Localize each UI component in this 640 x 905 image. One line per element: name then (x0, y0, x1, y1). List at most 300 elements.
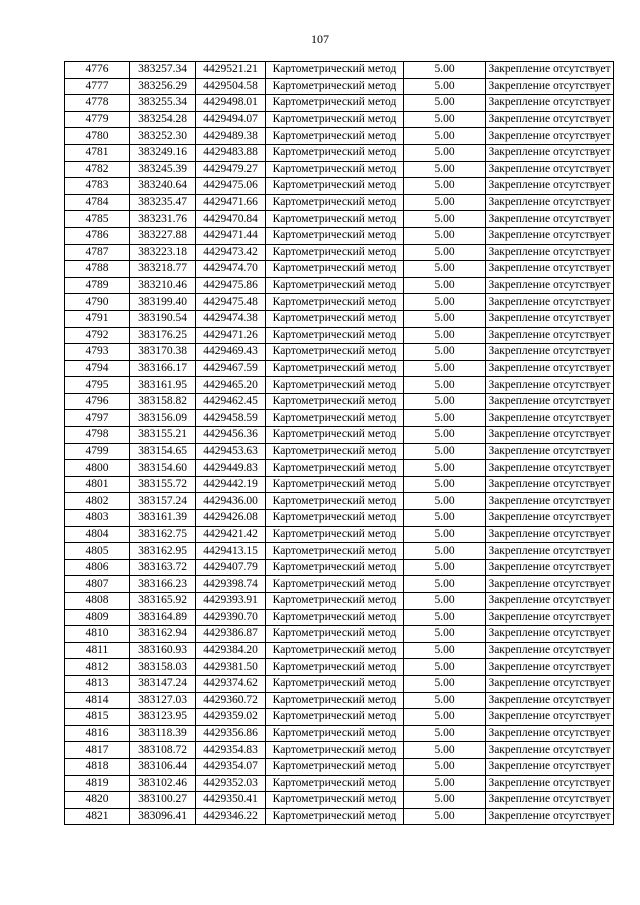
y-coordinate-cell: 4429494.07 (196, 111, 266, 128)
table-row (65, 609, 614, 626)
table-row (65, 460, 614, 477)
fixation-cell: Закрепление отсутствует (486, 526, 614, 543)
method-cell: Картометрический метод (266, 310, 404, 327)
table-row (65, 393, 614, 410)
y-coordinate-cell: 4429483.88 (196, 144, 266, 161)
method-cell: Картометрический метод (266, 277, 404, 294)
point-number-cell: 4817 (65, 742, 130, 759)
point-number-cell: 4815 (65, 709, 130, 726)
table-row (65, 510, 614, 527)
accuracy-cell: 5.00 (404, 609, 486, 626)
method-cell: Картометрический метод (266, 775, 404, 792)
y-coordinate-cell: 4429352.03 (196, 775, 266, 792)
point-number-cell: 4811 (65, 642, 130, 659)
table-row (65, 62, 614, 79)
fixation-cell: Закрепление отсутствует (486, 792, 614, 809)
x-coordinate-cell: 383223.18 (130, 244, 196, 261)
table-row (65, 576, 614, 593)
y-coordinate-cell: 4429393.91 (196, 593, 266, 610)
y-coordinate-cell: 4429407.79 (196, 559, 266, 576)
table-row (65, 161, 614, 178)
method-cell: Картометрический метод (266, 725, 404, 742)
fixation-cell: Закрепление отсутствует (486, 476, 614, 493)
method-cell: Картометрический метод (266, 410, 404, 427)
accuracy-cell: 5.00 (404, 775, 486, 792)
point-number-cell: 4804 (65, 526, 130, 543)
x-coordinate-cell: 383162.95 (130, 543, 196, 560)
x-coordinate-cell: 383163.72 (130, 559, 196, 576)
table-row (65, 410, 614, 427)
accuracy-cell: 5.00 (404, 510, 486, 527)
y-coordinate-cell: 4429458.59 (196, 410, 266, 427)
accuracy-cell: 5.00 (404, 78, 486, 95)
accuracy-cell: 5.00 (404, 792, 486, 809)
accuracy-cell: 5.00 (404, 244, 486, 261)
table-row (65, 758, 614, 775)
accuracy-cell: 5.00 (404, 178, 486, 195)
point-number-cell: 4821 (65, 808, 130, 825)
point-number-cell: 4808 (65, 593, 130, 610)
accuracy-cell: 5.00 (404, 626, 486, 643)
fixation-cell: Закрепление отсутствует (486, 692, 614, 709)
point-number-cell: 4805 (65, 543, 130, 560)
table-row (65, 742, 614, 759)
x-coordinate-cell: 383102.46 (130, 775, 196, 792)
fixation-cell: Закрепление отсутствует (486, 277, 614, 294)
x-coordinate-cell: 383160.93 (130, 642, 196, 659)
x-coordinate-cell: 383127.03 (130, 692, 196, 709)
method-cell: Картометрический метод (266, 95, 404, 112)
table-row (65, 261, 614, 278)
method-cell: Картометрический метод (266, 194, 404, 211)
accuracy-cell: 5.00 (404, 62, 486, 79)
fixation-cell: Закрепление отсутствует (486, 244, 614, 261)
x-coordinate-cell: 383235.47 (130, 194, 196, 211)
point-number-cell: 4799 (65, 443, 130, 460)
accuracy-cell: 5.00 (404, 526, 486, 543)
y-coordinate-cell: 4429413.15 (196, 543, 266, 560)
method-cell: Картометрический метод (266, 642, 404, 659)
accuracy-cell: 5.00 (404, 294, 486, 311)
point-number-cell: 4802 (65, 493, 130, 510)
fixation-cell: Закрепление отсутствует (486, 78, 614, 95)
coordinates-table (64, 61, 614, 825)
table-row (65, 327, 614, 344)
table-row (65, 775, 614, 792)
point-number-cell: 4803 (65, 510, 130, 527)
method-cell: Картометрический метод (266, 178, 404, 195)
fixation-cell: Закрепление отсутствует (486, 443, 614, 460)
method-cell: Картометрический метод (266, 675, 404, 692)
y-coordinate-cell: 4429474.38 (196, 310, 266, 327)
table-row (65, 493, 614, 510)
accuracy-cell: 5.00 (404, 576, 486, 593)
method-cell: Картометрический метод (266, 808, 404, 825)
accuracy-cell: 5.00 (404, 360, 486, 377)
y-coordinate-cell: 4429521.21 (196, 62, 266, 79)
fixation-cell: Закрепление отсутствует (486, 211, 614, 228)
x-coordinate-cell: 383240.64 (130, 178, 196, 195)
method-cell: Картометрический метод (266, 659, 404, 676)
fixation-cell: Закрепление отсутствует (486, 709, 614, 726)
table-row (65, 626, 614, 643)
point-number-cell: 4816 (65, 725, 130, 742)
point-number-cell: 4801 (65, 476, 130, 493)
y-coordinate-cell: 4429471.44 (196, 227, 266, 244)
method-cell: Картометрический метод (266, 360, 404, 377)
x-coordinate-cell: 383249.16 (130, 144, 196, 161)
x-coordinate-cell: 383106.44 (130, 758, 196, 775)
x-coordinate-cell: 383166.23 (130, 576, 196, 593)
point-number-cell: 4779 (65, 111, 130, 128)
fixation-cell: Закрепление отсутствует (486, 111, 614, 128)
table-row (65, 144, 614, 161)
method-cell: Картометрический метод (266, 758, 404, 775)
method-cell: Картометрический метод (266, 78, 404, 95)
accuracy-cell: 5.00 (404, 111, 486, 128)
y-coordinate-cell: 4429350.41 (196, 792, 266, 809)
x-coordinate-cell: 383155.72 (130, 476, 196, 493)
y-coordinate-cell: 4429398.74 (196, 576, 266, 593)
table-row (65, 526, 614, 543)
accuracy-cell: 5.00 (404, 675, 486, 692)
method-cell: Картометрический метод (266, 377, 404, 394)
fixation-cell: Закрепление отсутствует (486, 510, 614, 527)
x-coordinate-cell: 383096.41 (130, 808, 196, 825)
x-coordinate-cell: 383161.39 (130, 510, 196, 527)
x-coordinate-cell: 383199.40 (130, 294, 196, 311)
fixation-cell: Закрепление отсутствует (486, 194, 614, 211)
accuracy-cell: 5.00 (404, 709, 486, 726)
fixation-cell: Закрепление отсутствует (486, 227, 614, 244)
x-coordinate-cell: 383164.89 (130, 609, 196, 626)
point-number-cell: 4812 (65, 659, 130, 676)
point-number-cell: 4795 (65, 377, 130, 394)
table-row (65, 178, 614, 195)
point-number-cell: 4813 (65, 675, 130, 692)
point-number-cell: 4800 (65, 460, 130, 477)
fixation-cell: Закрепление отсутствует (486, 161, 614, 178)
y-coordinate-cell: 4429504.58 (196, 78, 266, 95)
y-coordinate-cell: 4429462.45 (196, 393, 266, 410)
x-coordinate-cell: 383231.76 (130, 211, 196, 228)
accuracy-cell: 5.00 (404, 692, 486, 709)
table-row (65, 78, 614, 95)
y-coordinate-cell: 4429471.26 (196, 327, 266, 344)
accuracy-cell: 5.00 (404, 410, 486, 427)
accuracy-cell: 5.00 (404, 277, 486, 294)
accuracy-cell: 5.00 (404, 227, 486, 244)
y-coordinate-cell: 4429426.08 (196, 510, 266, 527)
x-coordinate-cell: 383162.94 (130, 626, 196, 643)
table-row (65, 792, 614, 809)
x-coordinate-cell: 383118.39 (130, 725, 196, 742)
fixation-cell: Закрепление отсутствует (486, 460, 614, 477)
table-row (65, 543, 614, 560)
fixation-cell: Закрепление отсутствует (486, 178, 614, 195)
point-number-cell: 4781 (65, 144, 130, 161)
table-row (65, 659, 614, 676)
method-cell: Картометрический метод (266, 344, 404, 361)
point-number-cell: 4818 (65, 758, 130, 775)
y-coordinate-cell: 4429489.38 (196, 128, 266, 145)
fixation-cell: Закрепление отсутствует (486, 808, 614, 825)
accuracy-cell: 5.00 (404, 144, 486, 161)
accuracy-cell: 5.00 (404, 128, 486, 145)
table-row (65, 244, 614, 261)
table-row (65, 360, 614, 377)
y-coordinate-cell: 4429471.66 (196, 194, 266, 211)
y-coordinate-cell: 4429470.84 (196, 211, 266, 228)
y-coordinate-cell: 4429356.86 (196, 725, 266, 742)
point-number-cell: 4814 (65, 692, 130, 709)
x-coordinate-cell: 383176.25 (130, 327, 196, 344)
fixation-cell: Закрепление отсутствует (486, 344, 614, 361)
table-row (65, 310, 614, 327)
x-coordinate-cell: 383256.29 (130, 78, 196, 95)
y-coordinate-cell: 4429467.59 (196, 360, 266, 377)
x-coordinate-cell: 383165.92 (130, 593, 196, 610)
method-cell: Картометрический метод (266, 261, 404, 278)
method-cell: Картометрический метод (266, 626, 404, 643)
x-coordinate-cell: 383100.27 (130, 792, 196, 809)
method-cell: Картометрический метод (266, 742, 404, 759)
accuracy-cell: 5.00 (404, 543, 486, 560)
fixation-cell: Закрепление отсутствует (486, 659, 614, 676)
fixation-cell: Закрепление отсутствует (486, 559, 614, 576)
x-coordinate-cell: 383257.34 (130, 62, 196, 79)
y-coordinate-cell: 4429384.20 (196, 642, 266, 659)
point-number-cell: 4796 (65, 393, 130, 410)
method-cell: Картометрический метод (266, 792, 404, 809)
accuracy-cell: 5.00 (404, 493, 486, 510)
accuracy-cell: 5.00 (404, 377, 486, 394)
accuracy-cell: 5.00 (404, 725, 486, 742)
fixation-cell: Закрепление отсутствует (486, 576, 614, 593)
table-row (65, 111, 614, 128)
accuracy-cell: 5.00 (404, 261, 486, 278)
method-cell: Картометрический метод (266, 609, 404, 626)
method-cell: Картометрический метод (266, 327, 404, 344)
accuracy-cell: 5.00 (404, 659, 486, 676)
method-cell: Картометрический метод (266, 493, 404, 510)
method-cell: Картометрический метод (266, 144, 404, 161)
table-row (65, 593, 614, 610)
fixation-cell: Закрепление отсутствует (486, 327, 614, 344)
accuracy-cell: 5.00 (404, 327, 486, 344)
method-cell: Картометрический метод (266, 692, 404, 709)
point-number-cell: 4791 (65, 310, 130, 327)
accuracy-cell: 5.00 (404, 742, 486, 759)
point-number-cell: 4790 (65, 294, 130, 311)
table-row (65, 476, 614, 493)
x-coordinate-cell: 383158.82 (130, 393, 196, 410)
accuracy-cell: 5.00 (404, 593, 486, 610)
table-row (65, 725, 614, 742)
y-coordinate-cell: 4429374.62 (196, 675, 266, 692)
fixation-cell: Закрепление отсутствует (486, 360, 614, 377)
fixation-cell: Закрепление отсутствует (486, 675, 614, 692)
table-row (65, 692, 614, 709)
y-coordinate-cell: 4429354.83 (196, 742, 266, 759)
method-cell: Картометрический метод (266, 62, 404, 79)
method-cell: Картометрический метод (266, 576, 404, 593)
table-row (65, 211, 614, 228)
fixation-cell: Закрепление отсутствует (486, 393, 614, 410)
point-number-cell: 4789 (65, 277, 130, 294)
method-cell: Картометрический метод (266, 709, 404, 726)
accuracy-cell: 5.00 (404, 393, 486, 410)
method-cell: Картометрический метод (266, 510, 404, 527)
fixation-cell: Закрепление отсутствует (486, 609, 614, 626)
y-coordinate-cell: 4429474.70 (196, 261, 266, 278)
y-coordinate-cell: 4429436.00 (196, 493, 266, 510)
fixation-cell: Закрепление отсутствует (486, 310, 614, 327)
x-coordinate-cell: 383108.72 (130, 742, 196, 759)
table-row (65, 344, 614, 361)
table-row (65, 675, 614, 692)
fixation-cell: Закрепление отсутствует (486, 543, 614, 560)
method-cell: Картометрический метод (266, 393, 404, 410)
table-row (65, 194, 614, 211)
accuracy-cell: 5.00 (404, 95, 486, 112)
point-number-cell: 4794 (65, 360, 130, 377)
table-row (65, 95, 614, 112)
method-cell: Картометрический метод (266, 543, 404, 560)
fixation-cell: Закрепление отсутствует (486, 261, 614, 278)
x-coordinate-cell: 383154.60 (130, 460, 196, 477)
point-number-cell: 4787 (65, 244, 130, 261)
point-number-cell: 4798 (65, 427, 130, 444)
method-cell: Картометрический метод (266, 427, 404, 444)
table-row (65, 808, 614, 825)
fixation-cell: Закрепление отсутствует (486, 294, 614, 311)
point-number-cell: 4783 (65, 178, 130, 195)
point-number-cell: 4809 (65, 609, 130, 626)
y-coordinate-cell: 4429453.63 (196, 443, 266, 460)
point-number-cell: 4820 (65, 792, 130, 809)
method-cell: Картометрический метод (266, 111, 404, 128)
page-number: 107 (311, 32, 329, 46)
fixation-cell: Закрепление отсутствует (486, 725, 614, 742)
method-cell: Картометрический метод (266, 227, 404, 244)
fixation-cell: Закрепление отсутствует (486, 62, 614, 79)
x-coordinate-cell: 383162.75 (130, 526, 196, 543)
x-coordinate-cell: 383245.39 (130, 161, 196, 178)
point-number-cell: 4797 (65, 410, 130, 427)
method-cell: Картометрический метод (266, 443, 404, 460)
x-coordinate-cell: 383210.46 (130, 277, 196, 294)
accuracy-cell: 5.00 (404, 427, 486, 444)
point-number-cell: 4785 (65, 211, 130, 228)
table-row (65, 277, 614, 294)
fixation-cell: Закрепление отсутствует (486, 775, 614, 792)
method-cell: Картометрический метод (266, 211, 404, 228)
accuracy-cell: 5.00 (404, 344, 486, 361)
x-coordinate-cell: 383254.28 (130, 111, 196, 128)
point-number-cell: 4793 (65, 344, 130, 361)
y-coordinate-cell: 4429498.01 (196, 95, 266, 112)
x-coordinate-cell: 383218.77 (130, 261, 196, 278)
method-cell: Картометрический метод (266, 476, 404, 493)
point-number-cell: 4780 (65, 128, 130, 145)
y-coordinate-cell: 4429456.36 (196, 427, 266, 444)
y-coordinate-cell: 4429479.27 (196, 161, 266, 178)
fixation-cell: Закрепление отсутствует (486, 642, 614, 659)
table-row (65, 709, 614, 726)
x-coordinate-cell: 383227.88 (130, 227, 196, 244)
fixation-cell: Закрепление отсутствует (486, 593, 614, 610)
method-cell: Картометрический метод (266, 593, 404, 610)
accuracy-cell: 5.00 (404, 476, 486, 493)
y-coordinate-cell: 4429386.87 (196, 626, 266, 643)
point-number-cell: 4776 (65, 62, 130, 79)
y-coordinate-cell: 4429346.22 (196, 808, 266, 825)
accuracy-cell: 5.00 (404, 443, 486, 460)
point-number-cell: 4786 (65, 227, 130, 244)
point-number-cell: 4788 (65, 261, 130, 278)
y-coordinate-cell: 4429449.83 (196, 460, 266, 477)
y-coordinate-cell: 4429359.02 (196, 709, 266, 726)
point-number-cell: 4810 (65, 626, 130, 643)
fixation-cell: Закрепление отсутствует (486, 95, 614, 112)
x-coordinate-cell: 383155.21 (130, 427, 196, 444)
table-row (65, 377, 614, 394)
method-cell: Картометрический метод (266, 244, 404, 261)
accuracy-cell: 5.00 (404, 460, 486, 477)
y-coordinate-cell: 4429475.48 (196, 294, 266, 311)
x-coordinate-cell: 383147.24 (130, 675, 196, 692)
x-coordinate-cell: 383154.65 (130, 443, 196, 460)
method-cell: Картометрический метод (266, 526, 404, 543)
x-coordinate-cell: 383170.38 (130, 344, 196, 361)
table-row (65, 642, 614, 659)
point-number-cell: 4807 (65, 576, 130, 593)
x-coordinate-cell: 383190.54 (130, 310, 196, 327)
fixation-cell: Закрепление отсутствует (486, 128, 614, 145)
point-number-cell: 4784 (65, 194, 130, 211)
point-number-cell: 4778 (65, 95, 130, 112)
coordinates-table-body (65, 62, 614, 825)
x-coordinate-cell: 383156.09 (130, 410, 196, 427)
y-coordinate-cell: 4429465.20 (196, 377, 266, 394)
y-coordinate-cell: 4429475.86 (196, 277, 266, 294)
y-coordinate-cell: 4429360.72 (196, 692, 266, 709)
table-row (65, 559, 614, 576)
x-coordinate-cell: 383158.03 (130, 659, 196, 676)
x-coordinate-cell: 383161.95 (130, 377, 196, 394)
x-coordinate-cell: 383252.30 (130, 128, 196, 145)
table-row (65, 427, 614, 444)
fixation-cell: Закрепление отсутствует (486, 742, 614, 759)
point-number-cell: 4806 (65, 559, 130, 576)
accuracy-cell: 5.00 (404, 211, 486, 228)
fixation-cell: Закрепление отсутствует (486, 410, 614, 427)
accuracy-cell: 5.00 (404, 161, 486, 178)
method-cell: Картометрический метод (266, 460, 404, 477)
fixation-cell: Закрепление отсутствует (486, 493, 614, 510)
accuracy-cell: 5.00 (404, 758, 486, 775)
fixation-cell: Закрепление отсутствует (486, 626, 614, 643)
point-number-cell: 4792 (65, 327, 130, 344)
method-cell: Картометрический метод (266, 161, 404, 178)
y-coordinate-cell: 4429475.06 (196, 178, 266, 195)
y-coordinate-cell: 4429381.50 (196, 659, 266, 676)
method-cell: Картометрический метод (266, 128, 404, 145)
fixation-cell: Закрепление отсутствует (486, 758, 614, 775)
x-coordinate-cell: 383255.34 (130, 95, 196, 112)
table-row (65, 227, 614, 244)
